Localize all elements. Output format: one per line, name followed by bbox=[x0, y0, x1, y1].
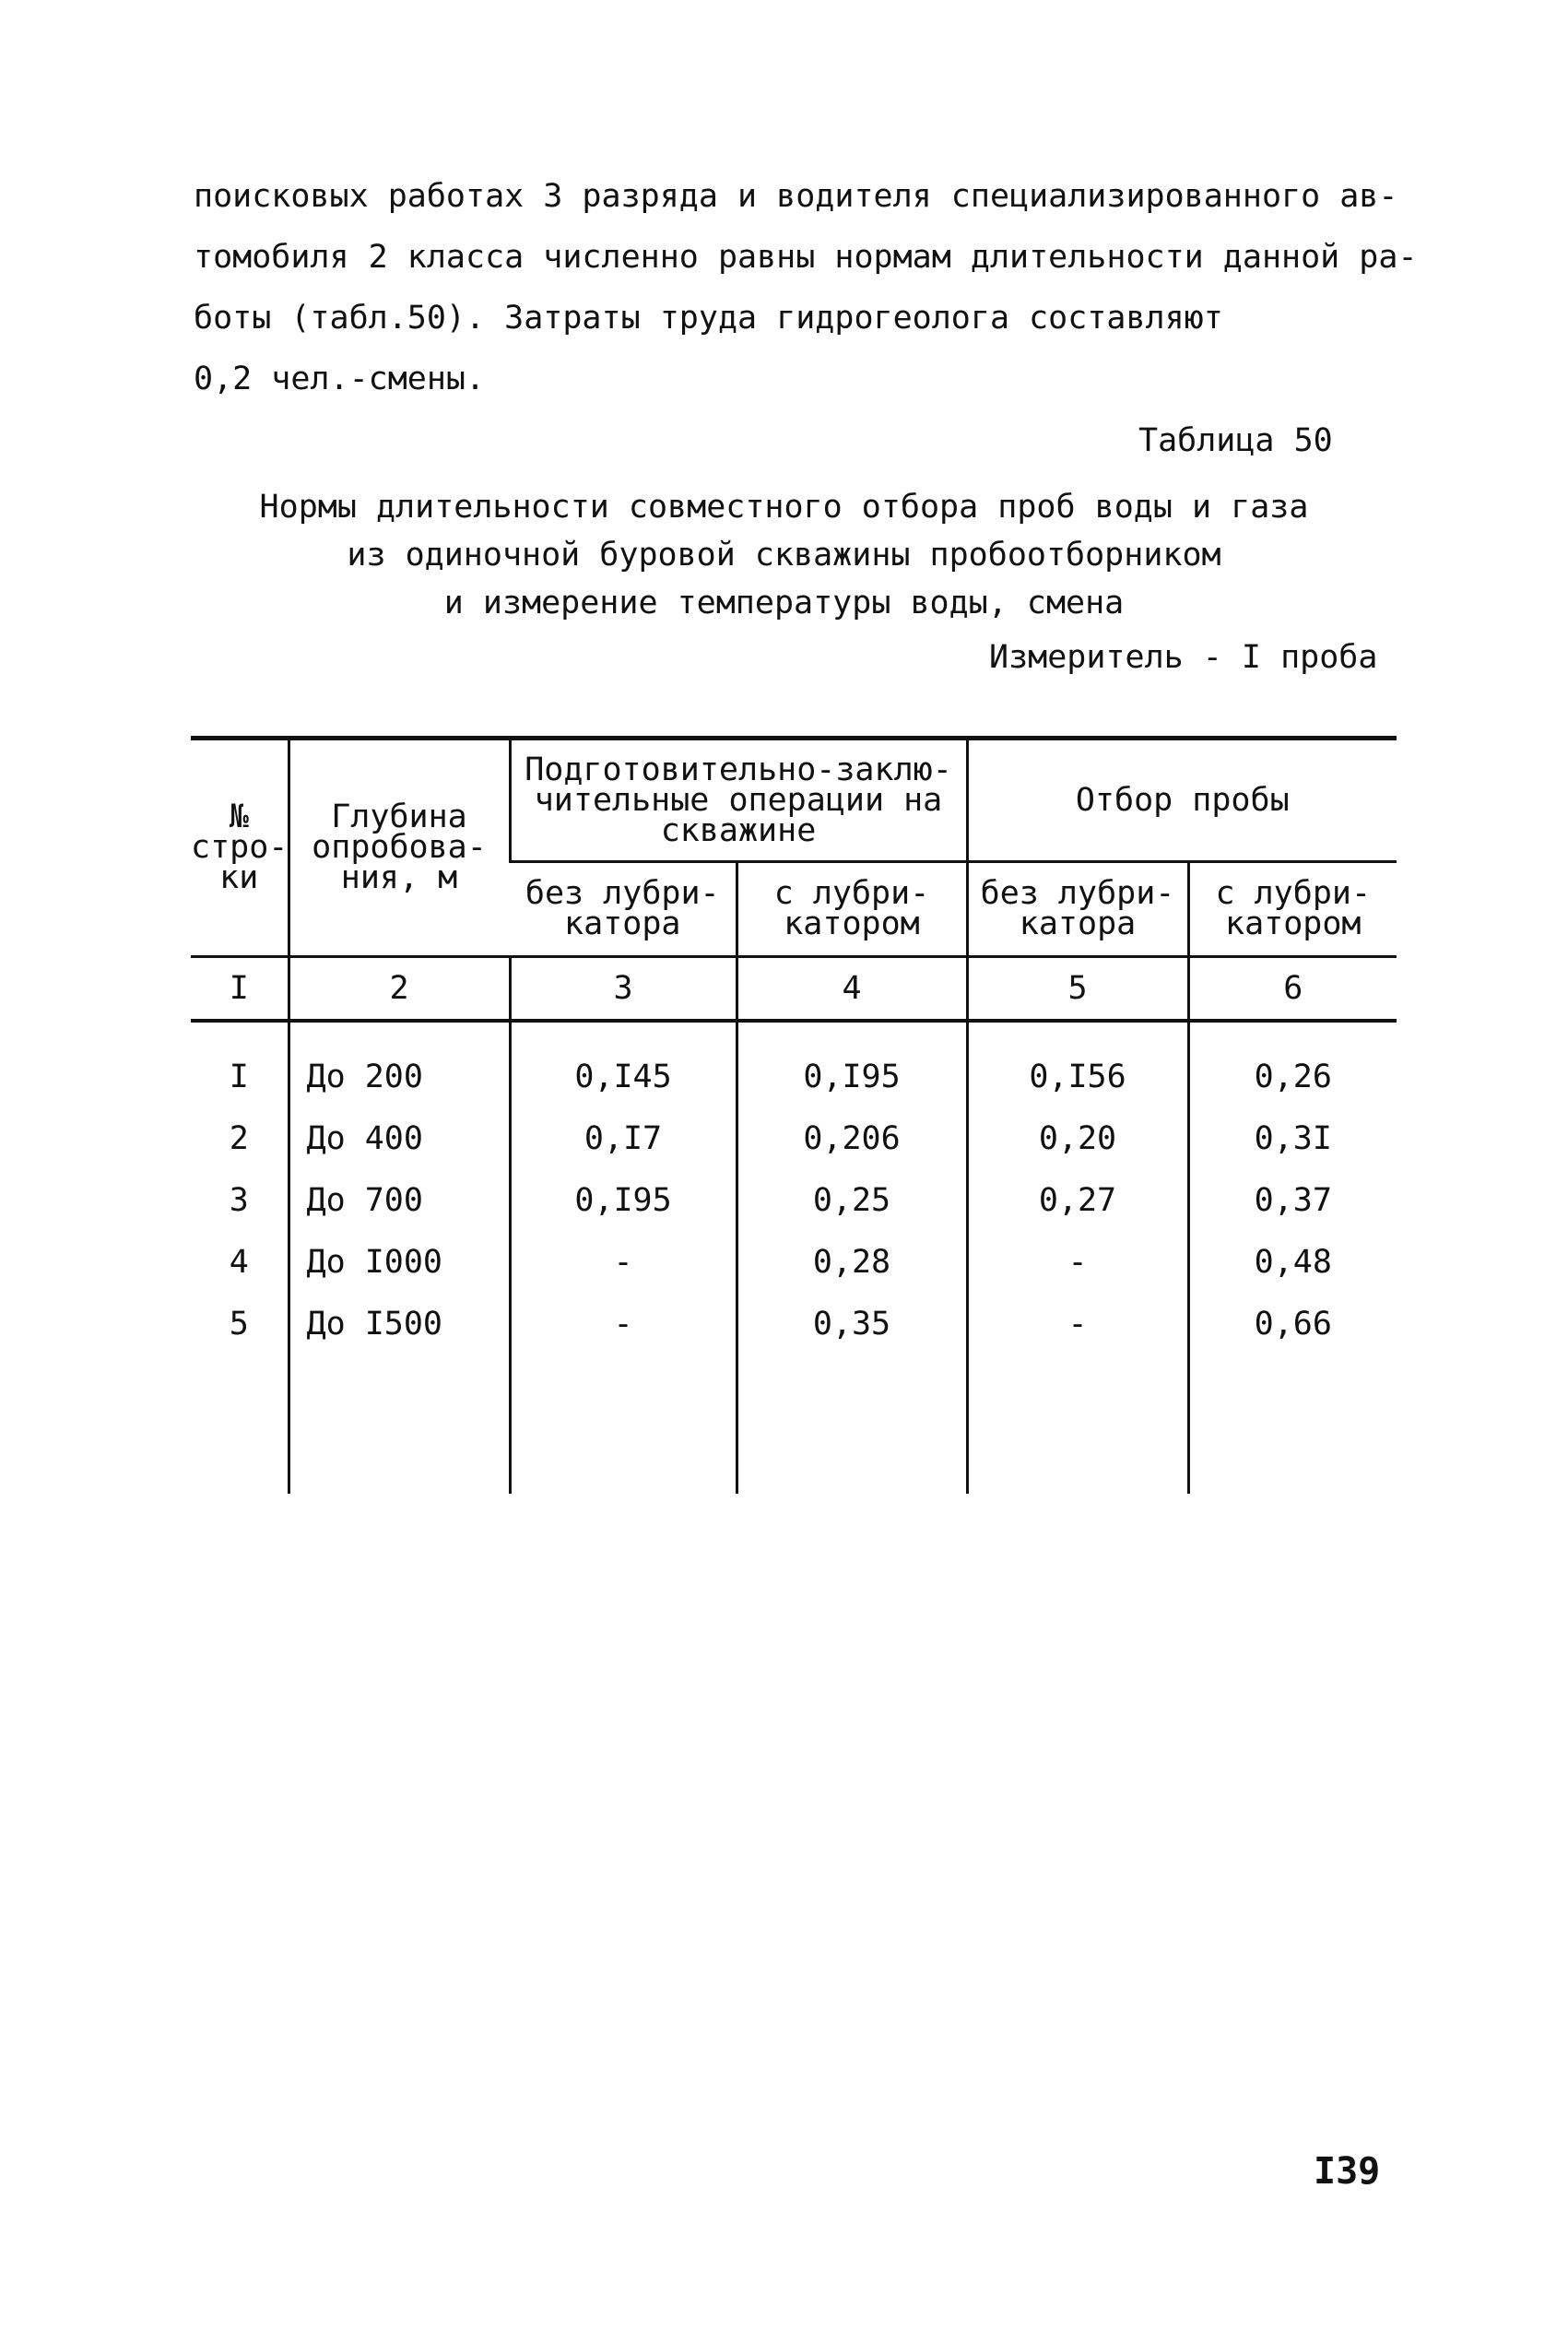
table-cell: 0,206 bbox=[737, 1108, 967, 1170]
header-without-lubricator: без лубри- катора bbox=[967, 862, 1188, 957]
table-cell: До 400 bbox=[289, 1108, 510, 1170]
norms-table bbox=[191, 736, 1397, 1494]
table-cell: 0,3I bbox=[1188, 1108, 1397, 1170]
table-row bbox=[191, 1108, 1397, 1170]
table-meter: Измеритель - I проба bbox=[989, 639, 1378, 676]
column-number: 3 bbox=[510, 957, 737, 1022]
table-cell: 3 bbox=[229, 1182, 249, 1219]
table-header-row bbox=[191, 739, 1397, 862]
table-cell: 0,27 bbox=[967, 1170, 1188, 1232]
header-without-lubricator: без лубри- катора bbox=[510, 862, 737, 957]
intro-paragraph bbox=[194, 166, 1418, 409]
intro-line: поисковых работах 3 разряда и водителя специализированного ав- bbox=[194, 178, 1398, 215]
table-cell: 0,I7 bbox=[510, 1108, 737, 1170]
table-row bbox=[191, 1021, 1397, 1108]
table-cell: I bbox=[229, 1059, 249, 1095]
table-cell: - bbox=[510, 1294, 737, 1355]
table-cell: До 200 bbox=[289, 1021, 510, 1108]
table-cell: 5 bbox=[229, 1306, 249, 1342]
header-with-lubricator: с лубри- катором bbox=[1188, 862, 1397, 957]
table-label: Таблица 50 bbox=[1138, 422, 1333, 459]
table-cell: 0,66 bbox=[1188, 1294, 1397, 1355]
intro-line: 0,2 чел.-смены. bbox=[194, 361, 486, 397]
table-cell: 0,35 bbox=[737, 1294, 967, 1355]
column-number-row bbox=[191, 957, 1397, 1022]
table-cell: До 700 bbox=[289, 1170, 510, 1232]
table-cell: - bbox=[510, 1232, 737, 1294]
table-cell: - bbox=[967, 1294, 1188, 1355]
table-cell: 0,48 bbox=[1188, 1232, 1397, 1294]
table-tail-spacer bbox=[191, 1355, 1397, 1494]
header-row-number: № стро- ки bbox=[191, 798, 289, 896]
column-number: I bbox=[191, 957, 289, 1022]
table-cell: 0,26 bbox=[1188, 1021, 1397, 1108]
table-cell: 0,28 bbox=[737, 1232, 967, 1294]
table-cell: 0,I45 bbox=[510, 1021, 737, 1108]
header-depth: Глубина опробова- ния, м bbox=[289, 739, 510, 957]
table-cell: 0,20 bbox=[967, 1108, 1188, 1170]
header-sampling: Отбор пробы bbox=[967, 739, 1397, 862]
intro-line: боты (табл.50). Затраты труда гидрогеолога составляют bbox=[194, 300, 1223, 337]
table-cell: До I000 bbox=[289, 1232, 510, 1294]
header-prep-operations: Подготовительно-заклю- чительные операции на скважине bbox=[510, 739, 967, 862]
column-number: 4 bbox=[737, 957, 967, 1022]
caption-line: Нормы длительности совместного отбора проб воды и газа bbox=[259, 489, 1309, 526]
column-number: 5 bbox=[967, 957, 1188, 1022]
table-row bbox=[191, 1232, 1397, 1294]
table-cell: 0,I95 bbox=[737, 1021, 967, 1108]
header-with-lubricator: с лубри- катором bbox=[737, 862, 967, 957]
table-cell: 0,I56 bbox=[967, 1021, 1188, 1108]
page-number: I39 bbox=[1314, 2150, 1381, 2193]
column-number: 6 bbox=[1188, 957, 1397, 1022]
column-number: 2 bbox=[289, 957, 510, 1022]
table-cell: 4 bbox=[229, 1244, 249, 1281]
table-cell: 0,37 bbox=[1188, 1170, 1397, 1232]
table-caption bbox=[0, 483, 1568, 627]
table-row bbox=[191, 1170, 1397, 1232]
caption-line: и измерение температуры воды, смена bbox=[443, 585, 1125, 621]
table-cell: 0,I95 bbox=[510, 1170, 737, 1232]
table-cell: - bbox=[967, 1232, 1188, 1294]
caption-line: из одиночной буровой скважины пробоотборником bbox=[347, 537, 1221, 574]
table-cell: До I500 bbox=[289, 1294, 510, 1355]
table-row bbox=[191, 1294, 1397, 1355]
intro-line: томобиля 2 класса численно равны нормам длительности данной ра- bbox=[194, 239, 1418, 276]
table-cell: 2 bbox=[229, 1120, 249, 1157]
table-cell: 0,25 bbox=[737, 1170, 967, 1232]
